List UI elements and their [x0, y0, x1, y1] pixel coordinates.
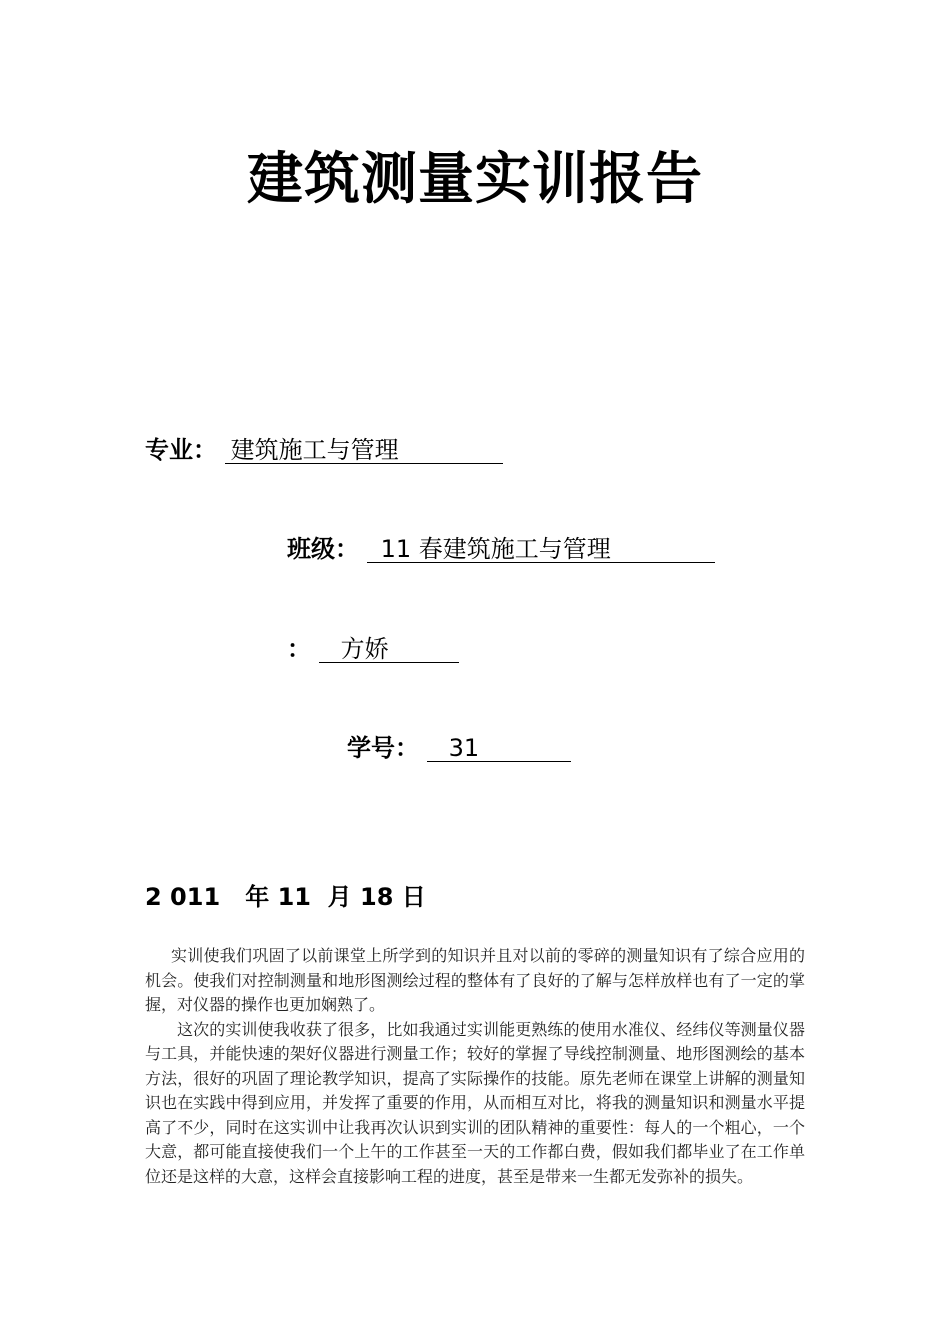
class-value: 11 春建筑施工与管理	[367, 536, 715, 563]
student-id-field	[347, 732, 571, 764]
class-field	[287, 533, 715, 565]
major-value: 建筑施工与管理	[225, 437, 503, 464]
major-label: 专业：	[145, 436, 217, 464]
body-paragraph: 这次的实训使我收获了很多，比如我通过实训能更熟练的使用水准仪、经纬仪等测量仪器与工具，并能快速的架好仪器进行测量工作；较好的掌握了导线控制测量、地形图测绘的基本方法，很好的巩固了理论教学知识，提高了实际操作的技能。原先老师在课堂上讲解的测量知识也在实践中得到应用，并发挥了重要的作用，从而相互对比，将我的测量知识和测量水平提高了不少，同时在这实训中让我再次认识到实训的团队精神的重要性：每人的一个粗心，一个大意，都可能直接使我们一个上午的工作甚至一天的工作都白费，假如我们都毕业了在工作单位还是这样的大意，这样会直接影响工程的进度，甚至是带来一生都无发弥补的损失。	[145, 1019, 805, 1186]
report-date: 2 011 年 11 月 18 日	[145, 883, 426, 911]
name-field	[287, 633, 459, 665]
class-label: 班级：	[287, 535, 359, 563]
body-paragraph: 实训使我们巩固了以前课堂上所学到的知识并且对以前的零碎的测量知识有了综合应用的机会。使我们对控制测量和地形图测绘过程的整体有了良好的了解与怎样放样也有了一定的掌握，对仪器的操作也更加娴熟了。	[145, 946, 805, 1014]
student-id-value: 31	[427, 735, 571, 762]
name-value: 方娇	[319, 636, 459, 663]
major-field	[145, 434, 503, 466]
report-title: 建筑测量实训报告	[247, 147, 703, 212]
name-label: ：	[287, 635, 311, 663]
student-id-label: 学号：	[347, 734, 419, 762]
report-body	[145, 944, 805, 1189]
